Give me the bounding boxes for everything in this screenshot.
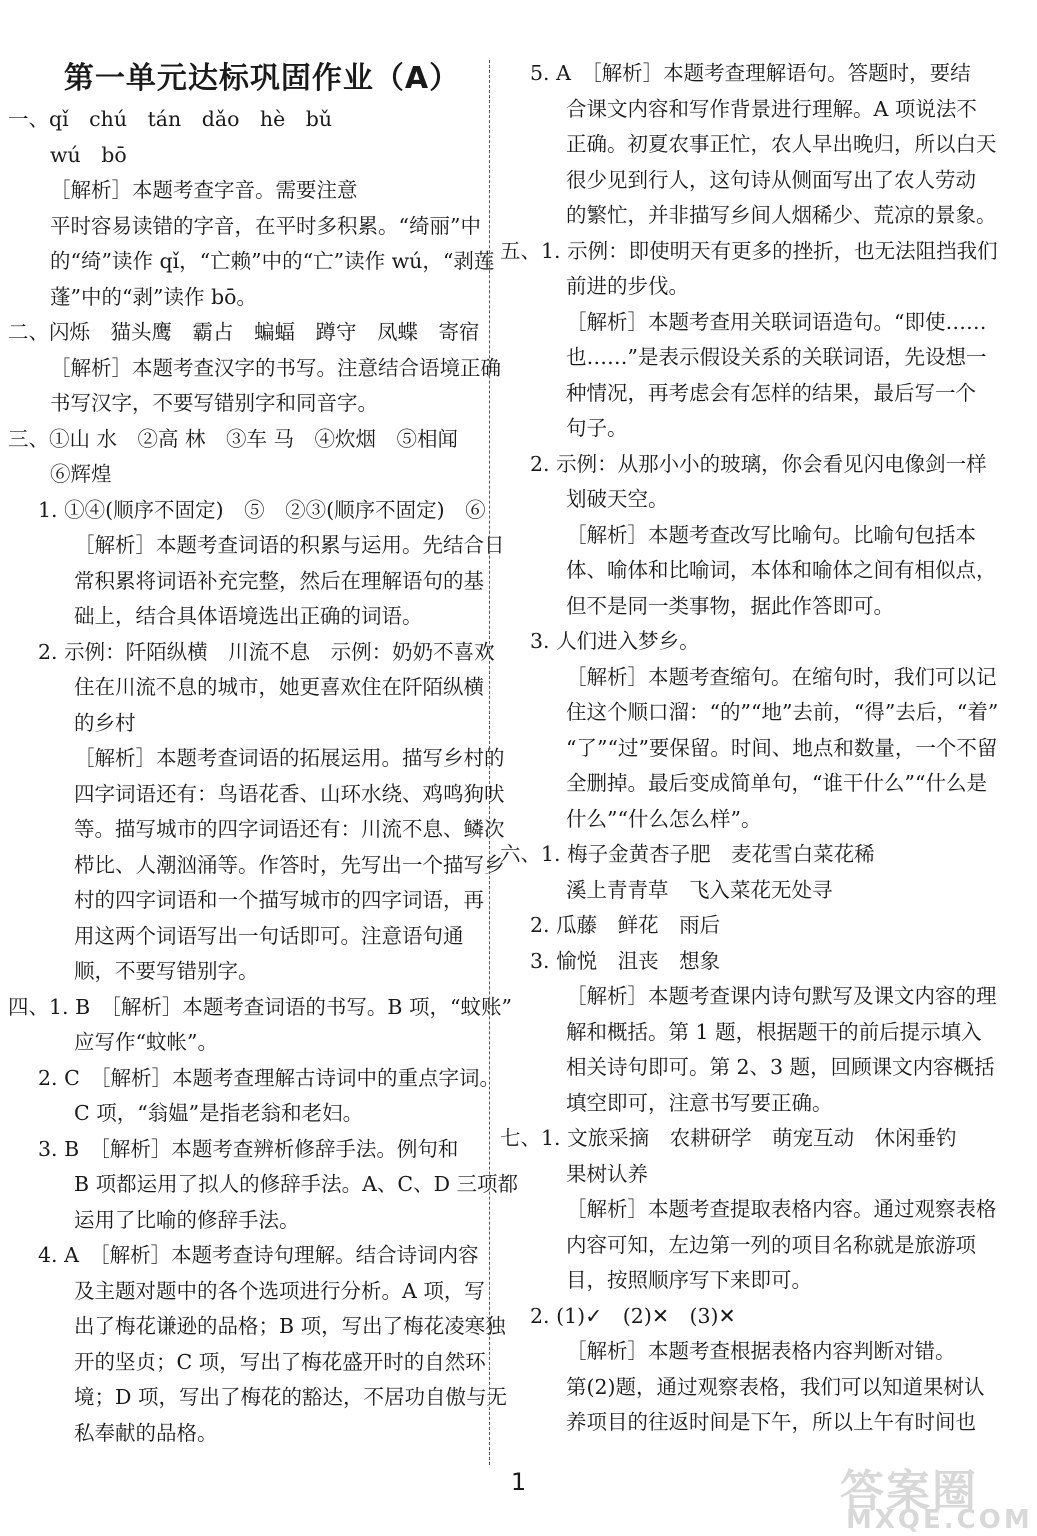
text-line: 种情况，再考虑会有怎样的结果，最后写一个 bbox=[566, 380, 976, 405]
text-line: 常积累将词语补充完整，然后在理解语句的基 bbox=[74, 568, 484, 593]
text-line: ［解析］本题考查字音。需要注意 bbox=[50, 178, 358, 202]
text-line: 3. B ［解析］本题考查辨析修辞手法。例句和 bbox=[38, 1136, 459, 1161]
text-line: ［解析］本题考查改写比喻句。比喻句包括本 bbox=[566, 522, 976, 547]
text-line: 划破天空。 bbox=[566, 487, 669, 511]
text-line: 3. 人们进入梦乡。 bbox=[530, 629, 700, 653]
text-line: 蓬”中的“剥”读作 bō。 bbox=[50, 284, 257, 309]
text-line: 用这两个词语写出一句话即可。注意语句通 bbox=[74, 923, 464, 948]
watermark-logo bbox=[840, 1455, 1033, 1535]
text-line: 内容可知，左边第一列的项目名称就是旅游项 bbox=[566, 1232, 976, 1257]
text-line: 解和概括。第 1 题，根据题干的前后提示填入 bbox=[566, 1019, 982, 1044]
text-line: 运用了比喻的修辞手法。 bbox=[74, 1207, 300, 1232]
text-line: ［解析］本题考查提取表格内容。通过观察表格 bbox=[566, 1197, 997, 1221]
text-line: 5. A ［解析］本题考查理解语句。答题时，要结 bbox=[530, 61, 971, 85]
text-line: 合课文内容和写作背景进行理解。A 项说法不 bbox=[566, 96, 977, 121]
text-line: 相关诗句即可。第 2、3 题，回顾课文内容概括 bbox=[566, 1055, 995, 1079]
text-line: ［解析］本题考查缩句。在缩句时，我们可以记 bbox=[566, 664, 997, 689]
text-line: 开的坚贞；C 项，写出了梅花盛开时的自然环 bbox=[74, 1349, 486, 1374]
text-line: 栉比、人潮汹涌等。作答时，先写出一个描写乡 bbox=[74, 852, 505, 877]
right-column-lines bbox=[500, 56, 999, 1441]
text-line: 溪上青青草 飞入菜花无处寻 bbox=[566, 877, 833, 902]
text-line: 2. 瓜藤 鲜花 雨后 bbox=[530, 913, 721, 937]
text-line: ⑥辉煌 bbox=[50, 462, 112, 486]
text-line: 的“绮”读作 qǐ，“亡赖”中的“亡”读作 wú，“剥莲 bbox=[50, 249, 495, 273]
page-number: 1 bbox=[510, 1468, 527, 1496]
watermark-bottom-text: MXQE.COM bbox=[846, 1505, 1033, 1535]
text-line: 础上，结合具体语境选出正确的词语。 bbox=[74, 604, 423, 628]
text-line: 六、1. 梅子金黄杏子肥 麦花雪白菜花稀 bbox=[500, 842, 875, 866]
text-line: 2. 示例：从那小小的玻璃，你会看见闪电像剑一样 bbox=[530, 451, 987, 476]
text-line: 平时容易读错的字音，在平时多积累。“绮丽”中 bbox=[50, 213, 481, 238]
text-line: 果树认养 bbox=[566, 1161, 648, 1186]
left-column bbox=[8, 56, 519, 1451]
page-title: 第一单元达标巩固作业（A） bbox=[63, 61, 461, 96]
text-line: wú bō bbox=[50, 142, 127, 167]
text-line: 全删掉。最后变成简单句，“谁干什么”“什么是 bbox=[566, 771, 987, 795]
text-line: 村的四字词语和一个描写城市的四字词语，再 bbox=[74, 888, 484, 912]
text-line: ［解析］本题考查用关联词语造句。“即使…… bbox=[566, 309, 987, 334]
text-line: 前进的步伐。 bbox=[566, 274, 689, 298]
text-line: 填空即可，注意书写要正确。 bbox=[566, 1090, 833, 1115]
text-line: ［解析］本题考查根据表格内容判断对错。 bbox=[566, 1339, 956, 1363]
text-line: 出了梅花谦逊的品格；B 项，写出了梅花凌寒独 bbox=[74, 1314, 506, 1338]
text-line: 应写作“蚊帐”。 bbox=[74, 1030, 218, 1054]
text-line: 养项目的往返时间是下午，所以上午有时间也 bbox=[566, 1410, 976, 1434]
text-line: 等。描写城市的四字词语还有：川流不息、鳞次 bbox=[74, 817, 505, 841]
text-line: 体、喻体和比喻词，本体和喻体之间有相似点， bbox=[566, 558, 997, 582]
text-line: 住这个顺口溜：“的”“地”去前，“得”去后，“着” bbox=[566, 700, 999, 724]
text-line: 四、1. B ［解析］本题考查词语的书写。B 项，“蚊账” bbox=[8, 994, 512, 1019]
text-line: 三、①山 水 ②高 林 ③车 马 ④炊烟 ⑤相闻 bbox=[8, 426, 459, 451]
watermark-top-text: 答案圈 bbox=[840, 1466, 978, 1517]
text-line: 五、1. 示例：即使明天有更多的挫折，也无法阻挡我们 bbox=[500, 238, 998, 263]
text-line: 二、闪烁 猫头鹰 霸占 蝙蝠 蹲守 凤蝶 寄宿 bbox=[8, 320, 480, 344]
text-line: 住在川流不息的城市，她更喜欢住在阡陌纵横 bbox=[74, 675, 484, 699]
text-line: B 项都运用了拟人的修辞手法。A、C、D 三项都 bbox=[74, 1172, 519, 1196]
text-line: 什么”“什么怎么样”。 bbox=[566, 806, 762, 831]
text-line: 私奉献的品格。 bbox=[74, 1420, 218, 1445]
text-line: 的乡村 bbox=[74, 710, 136, 735]
text-line: C 项，“翁媪”是指老翁和老妇。 bbox=[74, 1101, 364, 1125]
text-line: 4. A ［解析］本题考查诗句理解。结合诗词内容 bbox=[38, 1243, 479, 1267]
text-line: 一、qǐ chú tán dǎo hè bǔ bbox=[8, 107, 333, 131]
text-line: ［解析］本题考查词语的积累与运用。先结合日 bbox=[74, 533, 505, 557]
text-line: 的繁忙，并非描写乡间人烟稀少、荒凉的景象。 bbox=[566, 203, 997, 227]
text-line: 七、1. 文旅采摘 农耕研学 萌宠互动 休闲垂钓 bbox=[500, 1126, 957, 1150]
text-line: 也……”是表示假设关系的关联词语，先设想一 bbox=[566, 345, 987, 369]
left-column-lines bbox=[8, 102, 519, 1451]
text-line: 及主题对题中的各个选项进行分析。A 项，写 bbox=[74, 1278, 485, 1303]
text-line: 句子。 bbox=[566, 416, 628, 440]
text-line: 2. (1)✓ (2)✕ (3)✕ bbox=[530, 1303, 736, 1328]
text-line: 目，按照顺序写下来即可。 bbox=[566, 1268, 812, 1292]
text-line: 很少见到行人，这句诗从侧面写出了农人劳动 bbox=[566, 167, 976, 192]
text-line: “了”“过”要保留。时间、地点和数量，一个不留 bbox=[566, 735, 998, 760]
text-line: 3. 愉悦 沮丧 想象 bbox=[530, 948, 721, 973]
text-line: 第(2)题，通过观察表格，我们可以知道果树认 bbox=[566, 1374, 985, 1399]
text-line: 正确。初夏农事正忙，农人早出晚归，所以白天 bbox=[566, 132, 997, 156]
text-line: 境；D 项，写出了梅花的豁达，不居功自傲与无 bbox=[74, 1385, 507, 1409]
text-line: ［解析］本题考查课内诗句默写及课文内容的理 bbox=[566, 984, 997, 1008]
text-line: 顺，不要写错别字。 bbox=[74, 959, 259, 983]
text-line: 2. C ［解析］本题考查理解古诗词中的重点字词。 bbox=[38, 1065, 501, 1090]
text-line: 书写汉字，不要写错别字和同音字。 bbox=[50, 391, 378, 415]
right-column bbox=[500, 56, 999, 1441]
text-line: 2. 示例：阡陌纵横 川流不息 示例：奶奶不喜欢 bbox=[38, 639, 495, 664]
text-line: ［解析］本题考查词语的拓展运用。描写乡村的 bbox=[74, 746, 505, 770]
text-line: 1. ①④(顺序不固定) ⑤ ②③(顺序不固定) ⑥ bbox=[38, 497, 486, 522]
column-divider bbox=[489, 60, 490, 1465]
text-line: ［解析］本题考查汉字的书写。注意结合语境正确 bbox=[50, 355, 501, 380]
text-line: 四字词语还有：鸟语花香、山环水绕、鸡鸣狗吠 bbox=[74, 781, 505, 806]
text-line: 但不是同一类事物，据此作答即可。 bbox=[566, 593, 894, 618]
